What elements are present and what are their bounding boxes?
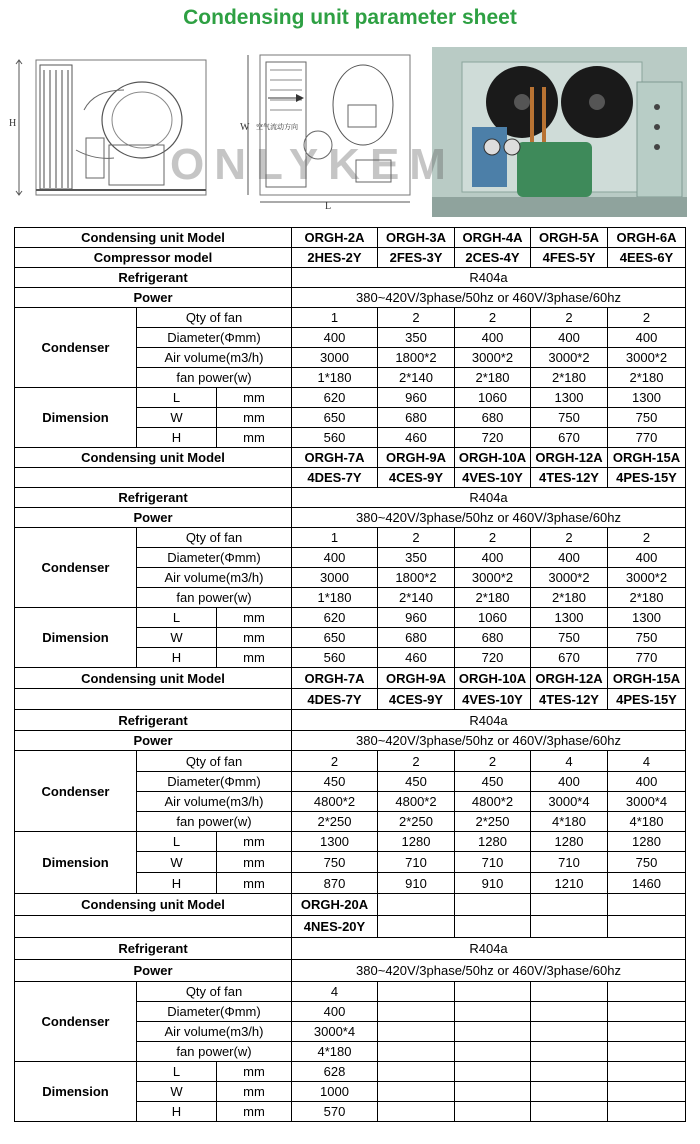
dimension-value-cell <box>378 1062 455 1082</box>
condenser-value-cell: 2*180 <box>531 588 608 608</box>
dimension-axis-label: L <box>137 608 217 628</box>
condenser-value-cell: 3000*2 <box>531 348 608 368</box>
compressor-cell: 4CES-9Y <box>378 468 455 488</box>
refrigerant-header: Refrigerant <box>15 938 292 960</box>
dimension-value-cell <box>455 1082 531 1102</box>
condenser-value-cell <box>455 1002 531 1022</box>
unit-label: mm <box>217 628 292 648</box>
condenser-value-cell <box>378 1022 455 1042</box>
condenser-value-cell: 2 <box>455 528 531 548</box>
condenser-value-cell: 3000*4 <box>531 792 608 812</box>
condenser-value-cell: 400 <box>292 548 378 568</box>
dimension-value-cell: 570 <box>292 1102 378 1122</box>
model-name-cell: ORGH-6A <box>608 228 686 248</box>
compressor-cell <box>608 916 686 938</box>
condenser-value-cell <box>531 1022 608 1042</box>
dimension-value-cell <box>531 1062 608 1082</box>
condenser-value-cell: 2 <box>455 751 531 772</box>
condenser-value-cell <box>378 982 455 1002</box>
dimension-value-cell <box>378 1102 455 1122</box>
condenser-param-label: Diameter(Φmm) <box>137 1002 292 1022</box>
condenser-value-cell <box>455 1042 531 1062</box>
condenser-value-cell: 1 <box>292 308 378 328</box>
compressor-cell: 4FES-5Y <box>531 248 608 268</box>
condenser-value-cell: 2 <box>531 528 608 548</box>
compressor-header <box>15 916 292 938</box>
dimension-value-cell: 670 <box>531 428 608 448</box>
compressor-header <box>15 689 292 710</box>
dimension-value-cell <box>608 1082 686 1102</box>
model-name-cell <box>608 894 686 916</box>
unit-label: mm <box>217 832 292 852</box>
dimension-value-cell: 960 <box>378 608 455 628</box>
model-header: Condensing unit Model <box>15 668 292 689</box>
condenser-value-cell: 2*180 <box>455 588 531 608</box>
dimension-axis-label: H <box>137 648 217 668</box>
dimension-value-cell: 910 <box>455 873 531 894</box>
condenser-param-label: Diameter(Φmm) <box>137 772 292 792</box>
condenser-value-cell <box>378 1002 455 1022</box>
dimension-value-cell: 1280 <box>455 832 531 852</box>
refrigerant-value: R404a <box>292 488 686 508</box>
dimension-value-cell <box>455 1102 531 1122</box>
compressor-cell: 4PES-15Y <box>608 689 686 710</box>
condenser-param-label: fan power(w) <box>137 812 292 832</box>
condenser-value-cell: 400 <box>531 328 608 348</box>
condenser-value-cell <box>608 1002 686 1022</box>
page-title: Condensing unit parameter sheet <box>183 6 517 29</box>
unit-label: mm <box>217 852 292 873</box>
dimension-value-cell: 1300 <box>608 388 686 408</box>
condenser-value-cell: 3000*4 <box>292 1022 378 1042</box>
condenser-value-cell <box>455 1022 531 1042</box>
condenser-header: Condenser <box>15 308 137 388</box>
compressor-cell: 2HES-2Y <box>292 248 378 268</box>
dimension-value-cell: 770 <box>608 648 686 668</box>
power-header: Power <box>15 731 292 751</box>
condenser-value-cell: 4*180 <box>608 812 686 832</box>
model-header: Condensing unit Model <box>15 448 292 468</box>
model-name-cell: ORGH-9A <box>378 668 455 689</box>
dimension-value-cell: 910 <box>378 873 455 894</box>
dimension-axis-label: L <box>137 832 217 852</box>
unit-label: mm <box>217 428 292 448</box>
compressor-cell: 4NES-20Y <box>292 916 378 938</box>
power-header: Power <box>15 960 292 982</box>
condenser-value-cell: 400 <box>608 548 686 568</box>
condenser-value-cell: 4800*2 <box>378 792 455 812</box>
compressor-header: Compressor model <box>15 248 292 268</box>
dimension-value-cell: 1280 <box>531 832 608 852</box>
condenser-value-cell: 350 <box>378 328 455 348</box>
airflow-direction-label: 空气流动方向 <box>256 123 298 131</box>
condenser-value-cell: 1800*2 <box>378 348 455 368</box>
dimension-axis-label: W <box>137 408 217 428</box>
condenser-value-cell: 1800*2 <box>378 568 455 588</box>
condenser-value-cell <box>531 1002 608 1022</box>
power-value: 380~420V/3phase/50hz or 460V/3phase/60hz <box>292 288 686 308</box>
dimension-value-cell: 750 <box>608 852 686 873</box>
dimension-header: Dimension <box>15 608 137 668</box>
condenser-value-cell: 4 <box>531 751 608 772</box>
compressor-cell: 4TES-12Y <box>531 468 608 488</box>
h-dimension-label: H <box>9 118 17 129</box>
condenser-param-label: Qty of fan <box>137 308 292 328</box>
condenser-value-cell: 1*180 <box>292 588 378 608</box>
condenser-value-cell: 2*180 <box>608 588 686 608</box>
condenser-value-cell: 4 <box>608 751 686 772</box>
model-name-cell <box>378 894 455 916</box>
condenser-value-cell <box>608 982 686 1002</box>
condenser-param-label: Air volume(m3/h) <box>137 568 292 588</box>
unit-label: mm <box>217 648 292 668</box>
model-name-cell: ORGH-12A <box>531 668 608 689</box>
condenser-param-label: Diameter(Φmm) <box>137 328 292 348</box>
condenser-value-cell: 3000*2 <box>608 348 686 368</box>
condenser-value-cell: 400 <box>292 328 378 348</box>
unit-label: mm <box>217 408 292 428</box>
condenser-value-cell: 400 <box>455 548 531 568</box>
condenser-header: Condenser <box>15 528 137 608</box>
model-name-cell <box>455 894 531 916</box>
dimension-value-cell: 710 <box>378 852 455 873</box>
dimension-value-cell <box>531 1102 608 1122</box>
dimension-value-cell <box>378 1082 455 1102</box>
dimension-value-cell: 650 <box>292 408 378 428</box>
compressor-header <box>15 468 292 488</box>
model-name-cell: ORGH-3A <box>378 228 455 248</box>
dimension-value-cell: 710 <box>531 852 608 873</box>
condenser-value-cell: 400 <box>531 772 608 792</box>
power-value: 380~420V/3phase/50hz or 460V/3phase/60hz <box>292 960 686 982</box>
condenser-value-cell: 3000 <box>292 348 378 368</box>
model-name-cell: ORGH-5A <box>531 228 608 248</box>
dimension-value-cell: 750 <box>531 408 608 428</box>
dimension-value-cell: 720 <box>455 648 531 668</box>
refrigerant-header: Refrigerant <box>15 710 292 731</box>
dimension-value-cell: 460 <box>378 648 455 668</box>
condenser-value-cell: 4*180 <box>531 812 608 832</box>
compressor-cell: 2CES-4Y <box>455 248 531 268</box>
condenser-value-cell: 3000 <box>292 568 378 588</box>
model-name-cell: ORGH-9A <box>378 448 455 468</box>
condenser-value-cell: 2 <box>378 751 455 772</box>
condenser-value-cell: 2*250 <box>378 812 455 832</box>
dimension-value-cell: 1060 <box>455 608 531 628</box>
dimension-value-cell: 1300 <box>531 608 608 628</box>
dimension-value-cell: 870 <box>292 873 378 894</box>
condenser-value-cell: 3000*2 <box>455 348 531 368</box>
dimension-axis-label: W <box>137 852 217 873</box>
condenser-value-cell: 2*140 <box>378 588 455 608</box>
condenser-value-cell: 1 <box>292 528 378 548</box>
condenser-value-cell: 3000*2 <box>608 568 686 588</box>
dimension-value-cell: 750 <box>531 628 608 648</box>
compressor-cell: 4DES-7Y <box>292 689 378 710</box>
condenser-param-label: Qty of fan <box>137 982 292 1002</box>
condenser-value-cell: 2*140 <box>378 368 455 388</box>
condenser-value-cell: 450 <box>292 772 378 792</box>
unit-photo <box>432 47 687 217</box>
condenser-value-cell: 2 <box>608 528 686 548</box>
condenser-value-cell: 350 <box>378 548 455 568</box>
condenser-param-label: Diameter(Φmm) <box>137 548 292 568</box>
condenser-value-cell: 400 <box>455 328 531 348</box>
condenser-value-cell: 2*250 <box>292 812 378 832</box>
dimension-value-cell: 560 <box>292 648 378 668</box>
dimension-value-cell: 628 <box>292 1062 378 1082</box>
l-dimension-label: L <box>325 201 332 212</box>
dimension-value-cell: 650 <box>292 628 378 648</box>
condenser-value-cell <box>531 982 608 1002</box>
condenser-value-cell: 2*180 <box>608 368 686 388</box>
power-value: 380~420V/3phase/50hz or 460V/3phase/60hz <box>292 508 686 528</box>
dimension-axis-label: H <box>137 1102 217 1122</box>
dimension-value-cell: 1300 <box>292 832 378 852</box>
dimension-value-cell: 1060 <box>455 388 531 408</box>
compressor-cell: 4DES-7Y <box>292 468 378 488</box>
model-name-cell: ORGH-4A <box>455 228 531 248</box>
condenser-value-cell: 2 <box>608 308 686 328</box>
dimension-axis-label: W <box>137 628 217 648</box>
condenser-value-cell: 400 <box>608 328 686 348</box>
dimension-value-cell: 460 <box>378 428 455 448</box>
compressor-cell: 4EES-6Y <box>608 248 686 268</box>
condenser-value-cell: 2 <box>378 528 455 548</box>
dimension-value-cell: 1300 <box>608 608 686 628</box>
condenser-value-cell: 2 <box>531 308 608 328</box>
condenser-value-cell: 2 <box>292 751 378 772</box>
dimension-value-cell: 1210 <box>531 873 608 894</box>
dimension-value-cell: 710 <box>455 852 531 873</box>
dimension-value-cell <box>608 1102 686 1122</box>
dimension-value-cell: 750 <box>608 408 686 428</box>
condenser-value-cell: 1*180 <box>292 368 378 388</box>
dimension-value-cell: 960 <box>378 388 455 408</box>
dimension-axis-label: L <box>137 388 217 408</box>
model-name-cell: ORGH-15A <box>608 668 686 689</box>
condenser-value-cell <box>608 1042 686 1062</box>
model-header: Condensing unit Model <box>15 228 292 248</box>
model-name-cell: ORGH-10A <box>455 668 531 689</box>
dimension-value-cell: 750 <box>608 628 686 648</box>
dimension-value-cell: 560 <box>292 428 378 448</box>
compressor-cell: 4CES-9Y <box>378 689 455 710</box>
condenser-value-cell: 2*180 <box>455 368 531 388</box>
condenser-value-cell: 2*250 <box>455 812 531 832</box>
condenser-value-cell <box>531 1042 608 1062</box>
dimension-value-cell: 720 <box>455 428 531 448</box>
w-dimension-label: W <box>240 122 250 133</box>
compressor-cell: 4TES-12Y <box>531 689 608 710</box>
model-name-cell: ORGH-20A <box>292 894 378 916</box>
dimension-value-cell: 1280 <box>378 832 455 852</box>
power-value: 380~420V/3phase/50hz or 460V/3phase/60hz <box>292 731 686 751</box>
unit-label: mm <box>217 1082 292 1102</box>
unit-label: mm <box>217 1102 292 1122</box>
condenser-param-label: Qty of fan <box>137 751 292 772</box>
unit-label: mm <box>217 388 292 408</box>
condenser-header: Condenser <box>15 751 137 832</box>
condenser-param-label: fan power(w) <box>137 588 292 608</box>
condenser-param-label: Air volume(m3/h) <box>137 792 292 812</box>
dimension-value-cell: 680 <box>378 408 455 428</box>
parameter-table <box>14 227 686 1122</box>
compressor-cell: 4PES-15Y <box>608 468 686 488</box>
compressor-cell <box>378 916 455 938</box>
condenser-value-cell: 450 <box>378 772 455 792</box>
dimension-value-cell <box>455 1062 531 1082</box>
dimension-value-cell: 670 <box>531 648 608 668</box>
power-header: Power <box>15 288 292 308</box>
condenser-value-cell: 400 <box>608 772 686 792</box>
condenser-value-cell: 2 <box>378 308 455 328</box>
condenser-value-cell: 4 <box>292 982 378 1002</box>
model-name-cell: ORGH-12A <box>531 448 608 468</box>
dimension-header: Dimension <box>15 1062 137 1122</box>
dimension-value-cell <box>531 1082 608 1102</box>
compressor-cell <box>455 916 531 938</box>
condenser-value-cell <box>608 1022 686 1042</box>
compressor-cell: 4VES-10Y <box>455 468 531 488</box>
condenser-value-cell: 400 <box>292 1002 378 1022</box>
condenser-param-label: Qty of fan <box>137 528 292 548</box>
refrigerant-value: R404a <box>292 710 686 731</box>
model-name-cell: ORGH-15A <box>608 448 686 468</box>
compressor-cell: 2FES-3Y <box>378 248 455 268</box>
dimension-value-cell: 1460 <box>608 873 686 894</box>
dimension-value-cell: 680 <box>455 408 531 428</box>
condenser-value-cell: 4*180 <box>292 1042 378 1062</box>
condenser-header: Condenser <box>15 982 137 1062</box>
dimension-value-cell: 620 <box>292 608 378 628</box>
dimension-axis-label: W <box>137 1082 217 1102</box>
dimension-value-cell: 1000 <box>292 1082 378 1102</box>
dimension-value-cell: 1300 <box>531 388 608 408</box>
model-name-cell: ORGH-7A <box>292 668 378 689</box>
dimension-value-cell <box>608 1062 686 1082</box>
condenser-value-cell <box>378 1042 455 1062</box>
dimension-value-cell: 620 <box>292 388 378 408</box>
condenser-value-cell: 3000*4 <box>608 792 686 812</box>
dimension-header: Dimension <box>15 832 137 894</box>
dimension-header: Dimension <box>15 388 137 448</box>
model-header: Condensing unit Model <box>15 894 292 916</box>
compressor-cell <box>531 916 608 938</box>
unit-label: mm <box>217 1062 292 1082</box>
condenser-value-cell: 4800*2 <box>455 792 531 812</box>
model-name-cell: ORGH-10A <box>455 448 531 468</box>
unit-label: mm <box>217 608 292 628</box>
model-name-cell <box>531 894 608 916</box>
compressor-cell: 4VES-10Y <box>455 689 531 710</box>
refrigerant-value: R404a <box>292 938 686 960</box>
refrigerant-value: R404a <box>292 268 686 288</box>
condenser-param-label: fan power(w) <box>137 368 292 388</box>
dimension-axis-label: H <box>137 428 217 448</box>
dimension-axis-label: L <box>137 1062 217 1082</box>
power-header: Power <box>15 508 292 528</box>
model-name-cell: ORGH-2A <box>292 228 378 248</box>
condenser-value-cell: 3000*2 <box>455 568 531 588</box>
unit-label: mm <box>217 873 292 894</box>
dimension-axis-label: H <box>137 873 217 894</box>
condenser-param-label: fan power(w) <box>137 1042 292 1062</box>
condenser-value-cell: 450 <box>455 772 531 792</box>
condenser-value-cell: 4800*2 <box>292 792 378 812</box>
dimension-value-cell: 680 <box>378 628 455 648</box>
condenser-value-cell: 2 <box>455 308 531 328</box>
dimension-value-cell: 680 <box>455 628 531 648</box>
condenser-value-cell: 400 <box>531 548 608 568</box>
watermark: ONLYKEM <box>170 140 456 189</box>
dimension-value-cell: 750 <box>292 852 378 873</box>
condenser-value-cell: 2*180 <box>531 368 608 388</box>
dimension-value-cell: 770 <box>608 428 686 448</box>
refrigerant-header: Refrigerant <box>15 488 292 508</box>
condenser-value-cell: 3000*2 <box>531 568 608 588</box>
model-name-cell: ORGH-7A <box>292 448 378 468</box>
condenser-value-cell <box>455 982 531 1002</box>
condenser-param-label: Air volume(m3/h) <box>137 1022 292 1042</box>
dimension-value-cell: 1280 <box>608 832 686 852</box>
refrigerant-header: Refrigerant <box>15 268 292 288</box>
condenser-param-label: Air volume(m3/h) <box>137 348 292 368</box>
